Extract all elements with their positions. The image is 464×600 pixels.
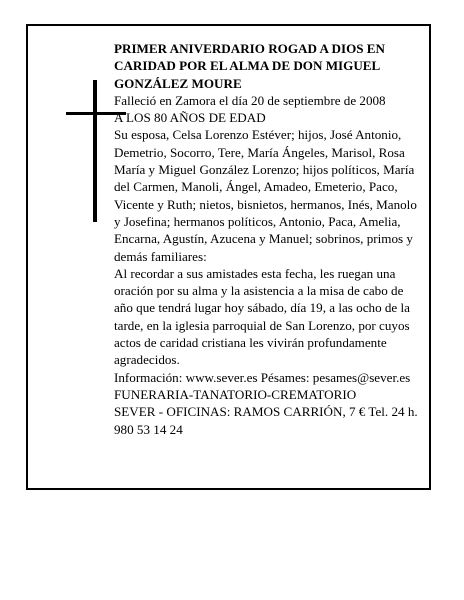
contact-info: Información: www.sever.es Pésames: pesames@sever.es [114,369,411,385]
age-line: A LOS 80 AÑOS DE EDAD [114,110,266,126]
family-paragraph: Su esposa, Celsa Lorenzo Estéver; hijos, José Antonio, Demetrio, Socorro, Tere, María Ángeles, Marisol, Rosa María y Miguel González Lorenzo; hijos políticos, María del Carmen, Manoli, Ángel, Amadeo, Emeterio, Paco, Vicente y Ruth; nietos, bisnietos, hermanos, Inés, Manolo y Josefina; hermanos políticos, Antonio, Paca, Amelia, Encarna, Agustín, Azucena y Manuel; sobrinos, primos y demás familiares: [114,127,417,264]
office-details: SEVER - OFICINAS: RAMOS CARRIÓN, 7 € Tel. 24 h. 980 53 14 24 [114,404,418,437]
death-line: Falleció en Zamora el día 20 de septiembre de 2008 [114,92,386,108]
funeral-home-name: FUNERARIA-TANATORIO-CREMATORIO [114,386,357,402]
notice-text [114,40,422,438]
cross-vertical-bar [93,80,97,222]
notice-headline: PRIMER ANIVERDARIO ROGAD A DIOS EN CARIDAD POR EL ALMA DE DON MIGUEL GONZÁLEZ MOURE [114,41,385,91]
mass-request-paragraph: Al recordar a sus amistades esta fecha, les ruegan una oración por su alma y la asistencia a la misa de cabo de año que tendrá lugar hoy sábado, día 19, a las ocho de la tarde, en la iglesia parroquial de San Lorenzo, por cuyos actos de caridad cristiana les vivirán profundamente agradecidos. [114,265,410,368]
